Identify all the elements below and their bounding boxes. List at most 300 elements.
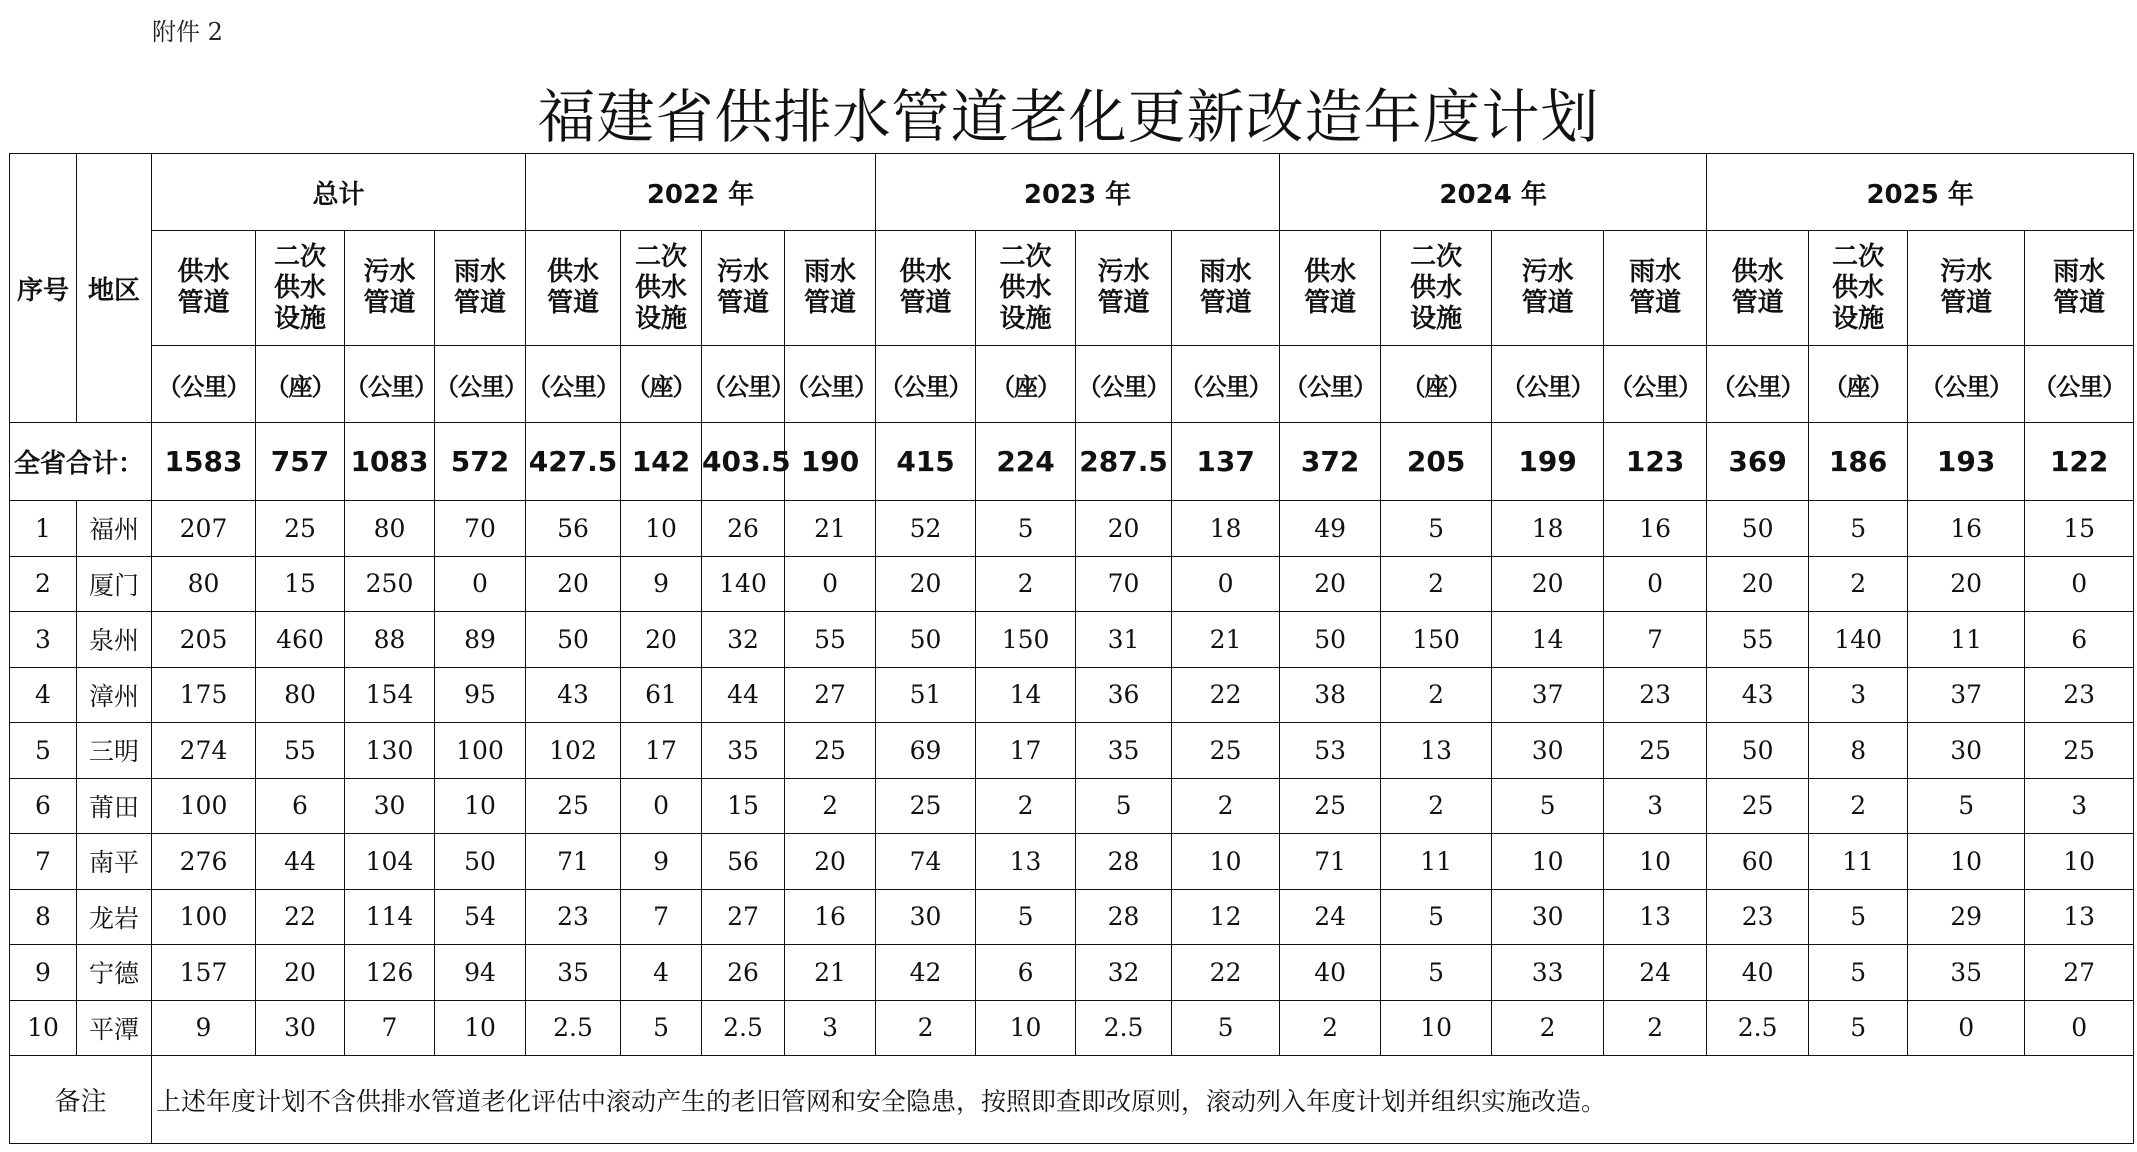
data-cell: 43 xyxy=(526,667,621,723)
table-row xyxy=(10,667,2134,723)
data-cell: 20 xyxy=(1492,556,1604,612)
data-cell: 25 xyxy=(1604,723,1707,779)
data-cell: 6 xyxy=(256,778,345,834)
data-cell: 30 xyxy=(1908,723,2025,779)
data-cell: 3 xyxy=(2025,778,2134,834)
data-cell: 20 xyxy=(1280,556,1381,612)
data-cell: 175 xyxy=(152,667,256,723)
data-cell: 71 xyxy=(1280,834,1381,890)
data-cell: 2 xyxy=(1809,778,1908,834)
header-unit: （公里） xyxy=(345,346,435,423)
header-subcolumn: 供水 管道 xyxy=(1707,231,1809,346)
row-seq: 6 xyxy=(10,778,77,834)
data-cell: 10 xyxy=(435,778,526,834)
data-cell: 24 xyxy=(1604,945,1707,1001)
header-unit: （公里） xyxy=(1707,346,1809,423)
data-cell: 0 xyxy=(2025,556,2134,612)
total-cell: 123 xyxy=(1604,423,1707,501)
data-cell: 16 xyxy=(1604,501,1707,557)
data-cell: 154 xyxy=(345,667,435,723)
data-cell: 35 xyxy=(1076,723,1172,779)
row-seq: 8 xyxy=(10,889,77,945)
data-cell: 21 xyxy=(1172,612,1280,668)
data-cell: 60 xyxy=(1707,834,1809,890)
data-cell: 23 xyxy=(1707,889,1809,945)
data-cell: 2 xyxy=(1172,778,1280,834)
table-row xyxy=(10,723,2134,779)
row-region: 厦门 xyxy=(77,556,152,612)
row-region: 南平 xyxy=(77,834,152,890)
table-row xyxy=(10,778,2134,834)
data-cell: 22 xyxy=(256,889,345,945)
data-cell: 460 xyxy=(256,612,345,668)
row-seq: 5 xyxy=(10,723,77,779)
data-cell: 23 xyxy=(2025,667,2134,723)
data-cell: 20 xyxy=(785,834,876,890)
header-subcolumn: 二次 供水 设施 xyxy=(621,231,702,346)
data-cell: 2 xyxy=(976,778,1076,834)
total-cell: 186 xyxy=(1809,423,1908,501)
data-cell: 2 xyxy=(1492,1000,1604,1056)
data-cell: 3 xyxy=(1809,667,1908,723)
data-cell: 6 xyxy=(2025,612,2134,668)
data-cell: 3 xyxy=(785,1000,876,1056)
data-cell: 5 xyxy=(1809,945,1908,1001)
data-cell: 0 xyxy=(1908,1000,2025,1056)
header-subcolumn: 二次 供水 设施 xyxy=(1809,231,1908,346)
data-cell: 5 xyxy=(1381,889,1492,945)
data-cell: 28 xyxy=(1076,889,1172,945)
row-region: 莆田 xyxy=(77,778,152,834)
note-text: 上述年度计划不含供排水管道老化评估中滚动产生的老旧管网和安全隐患，按照即查即改原则，滚动列入年度计划并组织实施改造。 xyxy=(152,1056,2134,1144)
row-region: 三明 xyxy=(77,723,152,779)
table-row xyxy=(10,834,2134,890)
data-cell: 88 xyxy=(345,612,435,668)
total-cell: 190 xyxy=(785,423,876,501)
header-unit: （公里） xyxy=(152,346,256,423)
data-cell: 70 xyxy=(1076,556,1172,612)
data-cell: 150 xyxy=(1381,612,1492,668)
data-cell: 10 xyxy=(976,1000,1076,1056)
data-cell: 5 xyxy=(1908,778,2025,834)
data-cell: 69 xyxy=(876,723,976,779)
data-cell: 7 xyxy=(621,889,702,945)
data-cell: 20 xyxy=(1707,556,1809,612)
data-cell: 25 xyxy=(1280,778,1381,834)
data-cell: 30 xyxy=(1492,723,1604,779)
data-cell: 2 xyxy=(976,556,1076,612)
data-cell: 2 xyxy=(1809,556,1908,612)
data-cell: 13 xyxy=(976,834,1076,890)
total-cell: 224 xyxy=(976,423,1076,501)
data-cell: 2 xyxy=(1381,667,1492,723)
data-cell: 50 xyxy=(1280,612,1381,668)
data-cell: 25 xyxy=(526,778,621,834)
header-subcolumn: 雨水 管道 xyxy=(785,231,876,346)
row-seq: 4 xyxy=(10,667,77,723)
header-unit: （公里） xyxy=(435,346,526,423)
document-title: 福建省供排水管道老化更新改造年度计划 xyxy=(537,83,1600,151)
data-cell: 89 xyxy=(435,612,526,668)
data-cell: 25 xyxy=(1172,723,1280,779)
data-cell: 104 xyxy=(345,834,435,890)
header-region: 地区 xyxy=(77,154,152,423)
header-unit: （公里） xyxy=(1280,346,1381,423)
data-cell: 13 xyxy=(1381,723,1492,779)
total-cell: 372 xyxy=(1280,423,1381,501)
data-cell: 10 xyxy=(621,501,702,557)
data-cell: 30 xyxy=(345,778,435,834)
data-cell: 0 xyxy=(1604,556,1707,612)
data-cell: 4 xyxy=(621,945,702,1001)
data-cell: 35 xyxy=(1908,945,2025,1001)
data-cell: 11 xyxy=(1381,834,1492,890)
table-row xyxy=(10,1000,2134,1056)
data-cell: 30 xyxy=(256,1000,345,1056)
row-seq: 9 xyxy=(10,945,77,1001)
data-cell: 29 xyxy=(1908,889,2025,945)
row-region: 漳州 xyxy=(77,667,152,723)
data-cell: 50 xyxy=(435,834,526,890)
total-cell: 757 xyxy=(256,423,345,501)
data-cell: 5 xyxy=(1809,501,1908,557)
header-unit: （公里） xyxy=(526,346,621,423)
data-cell: 15 xyxy=(2025,501,2134,557)
data-cell: 30 xyxy=(1492,889,1604,945)
data-cell: 50 xyxy=(526,612,621,668)
header-subcolumn: 污水 管道 xyxy=(1908,231,2025,346)
data-cell: 11 xyxy=(1908,612,2025,668)
data-cell: 100 xyxy=(152,889,256,945)
row-seq: 7 xyxy=(10,834,77,890)
data-cell: 52 xyxy=(876,501,976,557)
data-cell: 61 xyxy=(621,667,702,723)
data-cell: 5 xyxy=(1809,889,1908,945)
data-cell: 33 xyxy=(1492,945,1604,1001)
data-cell: 5 xyxy=(1809,1000,1908,1056)
data-cell: 44 xyxy=(256,834,345,890)
data-cell: 100 xyxy=(152,778,256,834)
data-cell: 37 xyxy=(1908,667,2025,723)
data-cell: 20 xyxy=(876,556,976,612)
data-cell: 9 xyxy=(621,556,702,612)
data-cell: 35 xyxy=(526,945,621,1001)
data-cell: 0 xyxy=(621,778,702,834)
data-cell: 102 xyxy=(526,723,621,779)
data-cell: 16 xyxy=(785,889,876,945)
header-subcolumn: 二次 供水 设施 xyxy=(1381,231,1492,346)
header-unit: （公里） xyxy=(785,346,876,423)
data-cell: 0 xyxy=(1172,556,1280,612)
header-unit: （公里） xyxy=(1172,346,1280,423)
data-cell: 25 xyxy=(785,723,876,779)
row-region: 龙岩 xyxy=(77,889,152,945)
header-unit: （公里） xyxy=(1908,346,2025,423)
total-cell: 427.5 xyxy=(526,423,621,501)
data-cell: 21 xyxy=(785,501,876,557)
data-cell: 9 xyxy=(621,834,702,890)
data-cell: 13 xyxy=(2025,889,2134,945)
data-cell: 31 xyxy=(1076,612,1172,668)
data-cell: 22 xyxy=(1172,667,1280,723)
table-row xyxy=(10,556,2134,612)
data-cell: 27 xyxy=(2025,945,2134,1001)
data-cell: 71 xyxy=(526,834,621,890)
data-cell: 6 xyxy=(976,945,1076,1001)
data-cell: 150 xyxy=(976,612,1076,668)
data-cell: 2.5 xyxy=(526,1000,621,1056)
data-cell: 5 xyxy=(976,501,1076,557)
data-cell: 2 xyxy=(1381,556,1492,612)
header-unit: （公里） xyxy=(2025,346,2134,423)
data-cell: 53 xyxy=(1280,723,1381,779)
row-seq: 1 xyxy=(10,501,77,557)
data-cell: 2.5 xyxy=(702,1000,785,1056)
header-group: 总计 xyxy=(152,154,526,231)
total-cell: 1083 xyxy=(345,423,435,501)
data-cell: 44 xyxy=(702,667,785,723)
data-cell: 2 xyxy=(1604,1000,1707,1056)
total-cell: 403.5 xyxy=(702,423,785,501)
header-subcolumn: 供水 管道 xyxy=(1280,231,1381,346)
data-cell: 5 xyxy=(1076,778,1172,834)
data-cell: 130 xyxy=(345,723,435,779)
attachment-label: 附件 2 xyxy=(152,18,223,46)
data-cell: 2.5 xyxy=(1076,1000,1172,1056)
data-cell: 42 xyxy=(876,945,976,1001)
data-cell: 2 xyxy=(1280,1000,1381,1056)
note-label: 备注 xyxy=(10,1056,152,1144)
data-cell: 5 xyxy=(976,889,1076,945)
header-group: 2022 年 xyxy=(526,154,876,231)
row-seq: 3 xyxy=(10,612,77,668)
data-cell: 50 xyxy=(1707,723,1809,779)
header-subcolumn: 供水 管道 xyxy=(526,231,621,346)
table-row xyxy=(10,612,2134,668)
data-cell: 100 xyxy=(435,723,526,779)
data-cell: 27 xyxy=(702,889,785,945)
total-cell: 137 xyxy=(1172,423,1280,501)
row-region: 平潭 xyxy=(77,1000,152,1056)
data-cell: 28 xyxy=(1076,834,1172,890)
data-cell: 50 xyxy=(876,612,976,668)
data-cell: 10 xyxy=(1381,1000,1492,1056)
data-cell: 140 xyxy=(1809,612,1908,668)
data-cell: 3 xyxy=(1604,778,1707,834)
header-subcolumn: 供水 管道 xyxy=(152,231,256,346)
row-region: 宁德 xyxy=(77,945,152,1001)
header-subcolumn: 污水 管道 xyxy=(345,231,435,346)
header-group: 2025 年 xyxy=(1707,154,2134,231)
table-row xyxy=(10,945,2134,1001)
data-cell: 40 xyxy=(1280,945,1381,1001)
data-cell: 50 xyxy=(1707,501,1809,557)
data-cell: 51 xyxy=(876,667,976,723)
header-subcolumn: 雨水 管道 xyxy=(2025,231,2134,346)
data-cell: 21 xyxy=(785,945,876,1001)
header-unit: （座） xyxy=(976,346,1076,423)
data-cell: 56 xyxy=(526,501,621,557)
header-group: 2024 年 xyxy=(1280,154,1707,231)
data-cell: 14 xyxy=(1492,612,1604,668)
data-cell: 114 xyxy=(345,889,435,945)
total-cell: 572 xyxy=(435,423,526,501)
data-cell: 157 xyxy=(152,945,256,1001)
data-cell: 25 xyxy=(256,501,345,557)
header-unit: （公里） xyxy=(702,346,785,423)
data-cell: 0 xyxy=(2025,1000,2134,1056)
data-cell: 205 xyxy=(152,612,256,668)
header-unit: （公里） xyxy=(876,346,976,423)
data-cell: 5 xyxy=(1492,778,1604,834)
header-seq: 序号 xyxy=(10,154,77,423)
data-cell: 10 xyxy=(435,1000,526,1056)
total-cell: 199 xyxy=(1492,423,1604,501)
data-cell: 32 xyxy=(1076,945,1172,1001)
data-cell: 54 xyxy=(435,889,526,945)
data-cell: 5 xyxy=(621,1000,702,1056)
row-seq: 2 xyxy=(10,556,77,612)
data-cell: 23 xyxy=(526,889,621,945)
header-subcolumn: 污水 管道 xyxy=(1492,231,1604,346)
data-cell: 140 xyxy=(702,556,785,612)
header-subcolumn: 雨水 管道 xyxy=(1604,231,1707,346)
data-cell: 49 xyxy=(1280,501,1381,557)
data-cell: 15 xyxy=(256,556,345,612)
data-cell: 56 xyxy=(702,834,785,890)
row-seq: 10 xyxy=(10,1000,77,1056)
data-cell: 30 xyxy=(876,889,976,945)
data-cell: 274 xyxy=(152,723,256,779)
header-unit: （公里） xyxy=(1604,346,1707,423)
data-cell: 7 xyxy=(345,1000,435,1056)
data-cell: 55 xyxy=(1707,612,1809,668)
header-unit: （公里） xyxy=(1076,346,1172,423)
data-cell: 8 xyxy=(1809,723,1908,779)
data-cell: 16 xyxy=(1908,501,2025,557)
header-subcolumn: 二次 供水 设施 xyxy=(256,231,345,346)
total-cell: 1583 xyxy=(152,423,256,501)
header-unit: （座） xyxy=(256,346,345,423)
header-subcolumn: 污水 管道 xyxy=(702,231,785,346)
data-cell: 70 xyxy=(435,501,526,557)
header-subcolumn: 雨水 管道 xyxy=(1172,231,1280,346)
data-cell: 36 xyxy=(1076,667,1172,723)
data-cell: 20 xyxy=(256,945,345,1001)
data-cell: 20 xyxy=(1076,501,1172,557)
data-cell: 250 xyxy=(345,556,435,612)
note-row xyxy=(10,1056,2134,1144)
data-cell: 38 xyxy=(1280,667,1381,723)
total-cell: 122 xyxy=(2025,423,2134,501)
data-cell: 5 xyxy=(1172,1000,1280,1056)
total-cell: 415 xyxy=(876,423,976,501)
table-row xyxy=(10,501,2134,557)
data-cell: 12 xyxy=(1172,889,1280,945)
data-cell: 55 xyxy=(785,612,876,668)
data-cell: 37 xyxy=(1492,667,1604,723)
data-cell: 14 xyxy=(976,667,1076,723)
data-cell: 13 xyxy=(1604,889,1707,945)
data-cell: 20 xyxy=(1908,556,2025,612)
data-cell: 35 xyxy=(702,723,785,779)
table-row xyxy=(10,889,2134,945)
data-cell: 80 xyxy=(256,667,345,723)
data-cell: 2 xyxy=(1381,778,1492,834)
data-cell: 94 xyxy=(435,945,526,1001)
data-cell: 25 xyxy=(1707,778,1809,834)
data-cell: 18 xyxy=(1172,501,1280,557)
data-cell: 2 xyxy=(785,778,876,834)
data-cell: 10 xyxy=(1604,834,1707,890)
data-cell: 18 xyxy=(1492,501,1604,557)
data-cell: 0 xyxy=(435,556,526,612)
data-cell: 26 xyxy=(702,945,785,1001)
total-cell: 205 xyxy=(1381,423,1492,501)
data-cell: 9 xyxy=(152,1000,256,1056)
total-label: 全省合计： xyxy=(10,423,152,501)
total-cell: 369 xyxy=(1707,423,1809,501)
data-cell: 17 xyxy=(976,723,1076,779)
data-cell: 25 xyxy=(2025,723,2134,779)
data-cell: 0 xyxy=(785,556,876,612)
data-cell: 95 xyxy=(435,667,526,723)
header-unit: （座） xyxy=(1381,346,1492,423)
data-cell: 26 xyxy=(702,501,785,557)
row-region: 泉州 xyxy=(77,612,152,668)
total-cell: 193 xyxy=(1908,423,2025,501)
data-cell: 20 xyxy=(621,612,702,668)
data-cell: 10 xyxy=(1908,834,2025,890)
data-cell: 11 xyxy=(1809,834,1908,890)
data-cell: 7 xyxy=(1604,612,1707,668)
header-subcolumn: 二次 供水 设施 xyxy=(976,231,1076,346)
data-cell: 32 xyxy=(702,612,785,668)
data-cell: 2 xyxy=(876,1000,976,1056)
data-cell: 5 xyxy=(1381,945,1492,1001)
data-cell: 10 xyxy=(1492,834,1604,890)
data-cell: 74 xyxy=(876,834,976,890)
total-cell: 142 xyxy=(621,423,702,501)
data-cell: 17 xyxy=(621,723,702,779)
data-cell: 80 xyxy=(345,501,435,557)
header-unit: （公里） xyxy=(1492,346,1604,423)
data-cell: 2.5 xyxy=(1707,1000,1809,1056)
header-subcolumn: 供水 管道 xyxy=(876,231,976,346)
data-cell: 55 xyxy=(256,723,345,779)
data-cell: 22 xyxy=(1172,945,1280,1001)
data-cell: 276 xyxy=(152,834,256,890)
data-cell: 43 xyxy=(1707,667,1809,723)
data-cell: 5 xyxy=(1381,501,1492,557)
header-unit: （座） xyxy=(621,346,702,423)
header-subcolumn: 雨水 管道 xyxy=(435,231,526,346)
data-cell: 40 xyxy=(1707,945,1809,1001)
header-group: 2023 年 xyxy=(876,154,1280,231)
plan-table xyxy=(9,153,2134,1144)
data-cell: 23 xyxy=(1604,667,1707,723)
data-cell: 20 xyxy=(526,556,621,612)
data-cell: 10 xyxy=(2025,834,2134,890)
header-unit: （座） xyxy=(1809,346,1908,423)
data-cell: 15 xyxy=(702,778,785,834)
row-region: 福州 xyxy=(77,501,152,557)
data-cell: 126 xyxy=(345,945,435,1001)
header-subcolumn: 污水 管道 xyxy=(1076,231,1172,346)
data-cell: 80 xyxy=(152,556,256,612)
data-cell: 27 xyxy=(785,667,876,723)
data-cell: 207 xyxy=(152,501,256,557)
